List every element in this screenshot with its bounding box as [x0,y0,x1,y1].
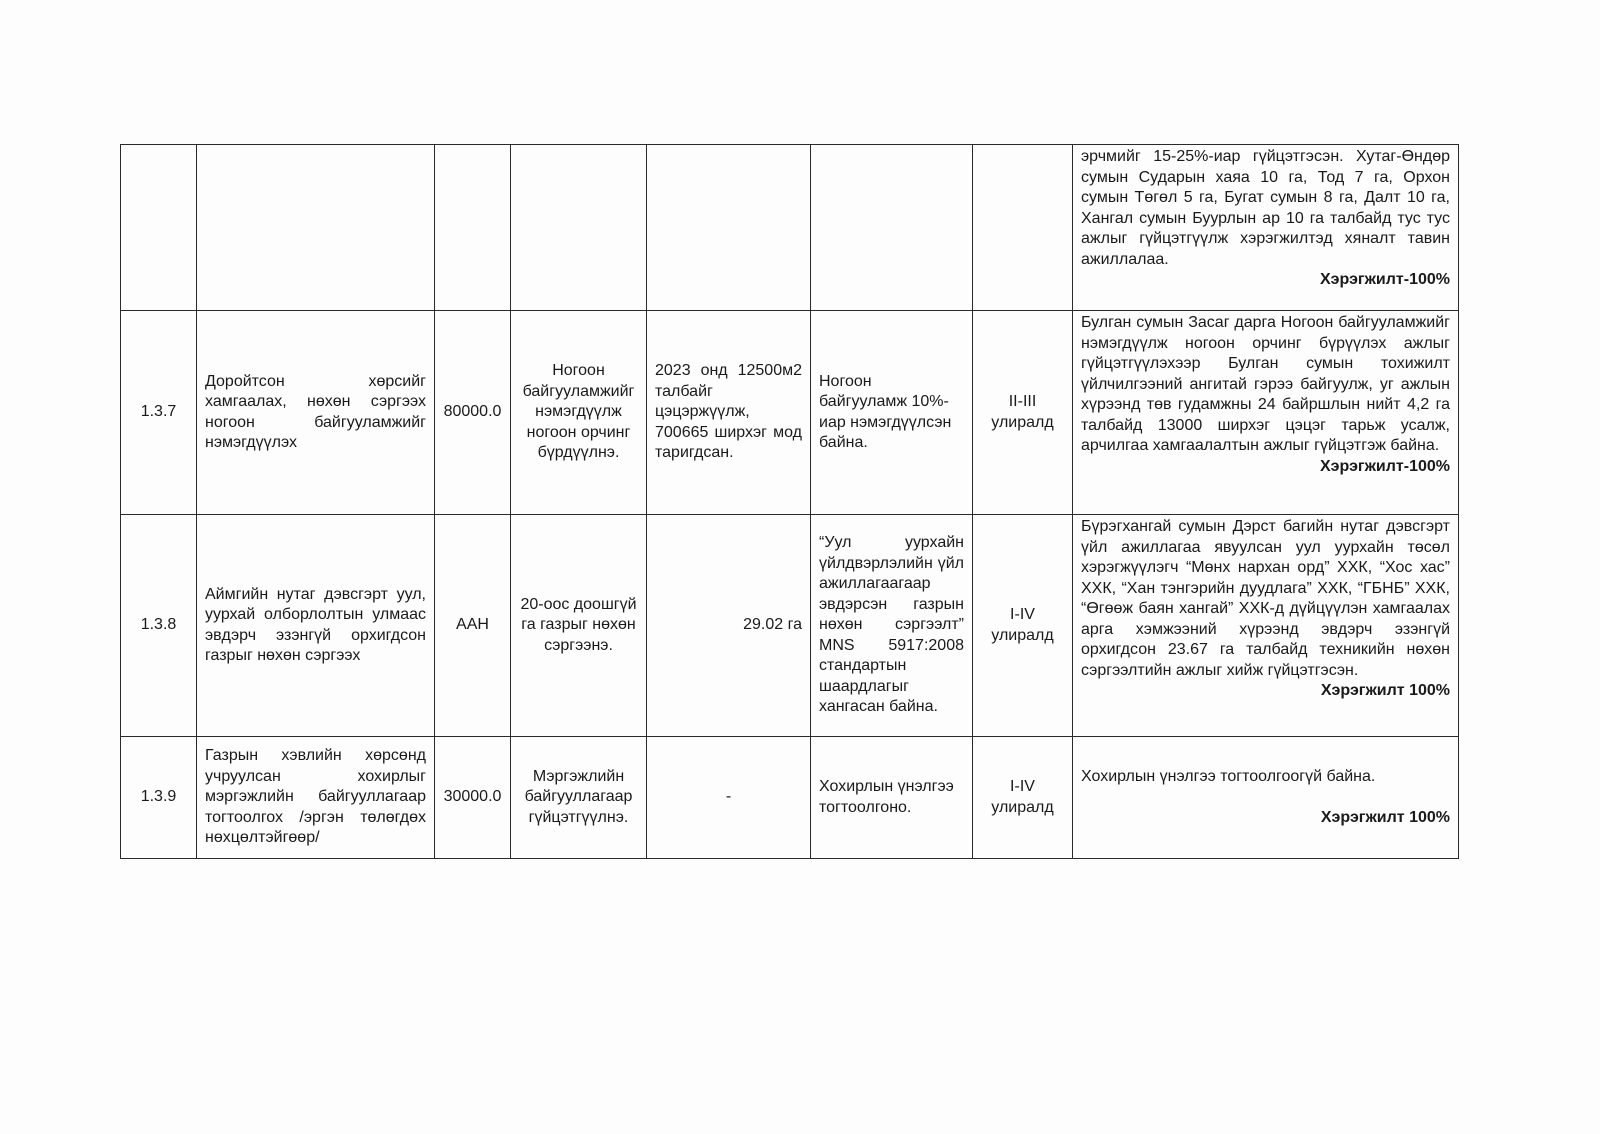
implementation-cell [1073,515,1459,737]
baseline-cell [647,145,811,311]
table-row [121,311,1459,515]
indicator-cell: Ногоон байгууламж 10%-иар нэмэгдүүлсэн байна. [811,311,973,515]
activity-cell: Аймгийн нутаг дэвсгэрт уул, уурхай олборлолтын улмаас эвдэрч эзэнгүй орхигдсон газрыг нөхөн сэргээх [197,515,435,737]
activity-cell [197,145,435,311]
implementation-cell [1073,145,1459,311]
period-cell: I-IV улиралд [973,515,1073,737]
row-number-cell [121,145,197,311]
budget-cell: 30000.0 [435,737,511,859]
result-label: Хэрэгжилт-100% [1320,271,1450,288]
result-label: Хэрэгжилт-100% [1320,457,1450,475]
table-row [121,145,1459,311]
target-cell: 20-оос доошгүй га газрыг нөхөн сэргээнэ. [511,515,647,737]
activity-cell: Газрын хэвлийн хөрсөнд учруулсан хохирлыг мэргэжлийн байгууллагаар тогтоолгох /эргэн төлөгдөх нөхцөлтэйгөөр/ [197,737,435,859]
row-number-cell: 1.3.9 [121,737,197,859]
indicator-cell: Хохирлын үнэлгээ тогтоолгоно. [811,737,973,859]
budget-cell [435,145,511,311]
activity-cell: Доройтсон хөрсийг хамгаалах, нөхөн сэргээх ногоон байгууламжийг нэмэгдүүлэх [197,311,435,515]
implementation-cell [1073,737,1459,859]
target-cell: Мэргэжлийн байгууллагаар гүйцэтгүүлнэ. [511,737,647,859]
implementation-cell [1073,311,1459,515]
implementation-report-table [120,144,1459,859]
baseline-cell: 29.02 га [647,515,811,737]
period-cell [973,145,1073,311]
baseline-cell: 2023 онд 12500м2 талбайг цэцэржүүлж, 700665 ширхэг мод таригдсан. [647,311,811,515]
implementation-text: Булган сумын Засаг дарга Ногоон байгууламжийг нэмэгдүүлж ногоон орчинг бүрүүлэх ажлыг гүйцэтгүүлэхээр Булган сумын тохижилт үйлчилгээний ангитай гэрээ байгуулж, уг ажлын хүрээнд төв гудамжны 24 байршлын нийт 4,2 га талбайд 13000 ширхэг цэцэг тарьж усалж, арчилгаа хамгаалалтын ажлыг гүйцэтгэж байна. [1081,314,1450,454]
budget-cell: 80000.0 [435,311,511,515]
period-cell: I-IV улиралд [973,737,1073,859]
implementation-text: Хохирлын үнэлгээ тогтоолгоогүй байна. [1081,768,1376,785]
baseline-cell: - [647,737,811,859]
table-row [121,515,1459,737]
row-number-cell: 1.3.8 [121,515,197,737]
period-cell: II-III улиралд [973,311,1073,515]
target-cell: Ногоон байгууламжийг нэмэгдүүлж ногоон орчинг бүрдүүлнэ. [511,311,647,515]
result-label: Хэрэгжилт 100% [1320,808,1450,826]
indicator-cell: “Уул уурхайн үйлдвэрлэлийн үйл ажиллагаагаар эвдэрсэн газрын нөхөн сэргээлт” MNS 5917:2008 стандартын шаардлагыг хангасан байна. [811,515,973,737]
indicator-cell [811,145,973,311]
target-cell [511,145,647,311]
budget-cell: ААН [435,515,511,737]
implementation-text: Бүрэгхангай сумын Дэрст багийн нутаг дэвсгэрт үйл ажиллагаа явуулсан уул уурхайн төсөл хэрэгжүүлэгч “Мөнх нархан орд” ХХК, “Хос хас” ХХК, “Хан тэнгэрийн дуудлага” ХХК, “ГБНБ” ХХК, “Өгөөж баян хангай” ХХК-д дүйцүүлэн хамгаалах арга хэмжээний хүрээнд эвдэрч эзэнгүй орхигдсон 23.67 га талбайд техникийн нөхөн сэргээлтийн ажлыг хийж гүйцэтгэсэн. [1081,518,1450,679]
row-number-cell: 1.3.7 [121,311,197,515]
result-label: Хэрэгжилт 100% [1320,682,1450,699]
table-row [121,737,1459,859]
implementation-text: эрчмийг 15-25%-иар гүйцэтгэсэн. Хутаг-Өндөр сумын Сударын хаяа 10 га, Тод 7 га, Орхон сумын Төгөл 5 га, Бугат сумын 8 га, Далт 10 га, Хангал сумын Буурлын ар 10 га талбайд тус тус ажлыг гүйцэтгүүлж хэрэгжилтэд хяналт тавин ажиллалаа. [1081,148,1450,268]
